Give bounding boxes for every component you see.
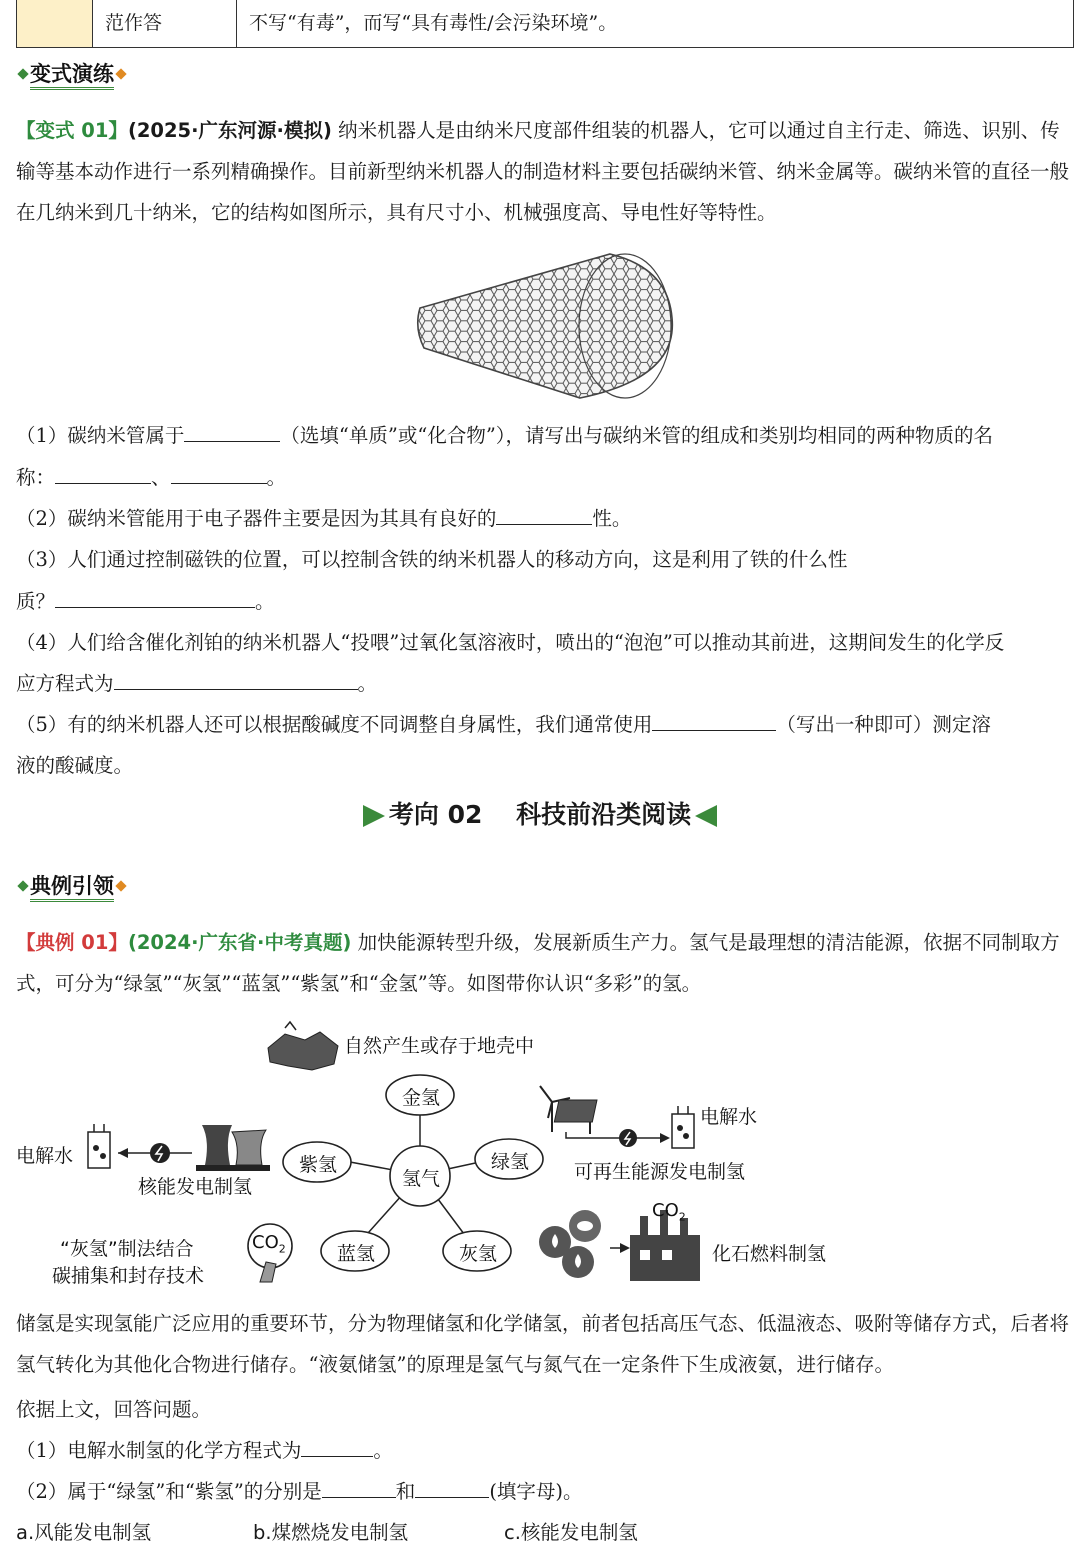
example-tag: 【典例 01】	[16, 931, 128, 954]
passage-text: 依据上文，回答问题。	[16, 1398, 212, 1421]
diamond-icon	[17, 880, 28, 891]
solar-panel-icon	[554, 1100, 597, 1134]
question-3-line-2	[16, 586, 275, 614]
question-1-line-2	[16, 462, 286, 490]
label-co2-left	[252, 1232, 286, 1256]
example-question-2	[16, 1476, 583, 1504]
example-source: (2024·广东省·中考真题)	[127, 931, 352, 954]
q-text: （3）人们通过控制磁铁的位置，可以控制含铁的纳米机器人的移动方向，这是利用了铁的什么性	[16, 548, 848, 571]
node-blue: 蓝氢	[337, 1243, 376, 1265]
answer-blank[interactable]	[171, 463, 267, 484]
answer-blank[interactable]	[301, 1436, 373, 1457]
answer-blank[interactable]	[652, 710, 776, 731]
example-question-1	[16, 1435, 393, 1463]
topic-banner	[0, 795, 1080, 831]
variant-text: 纳米机器人是由纳米尺度部件组装的机器人，它可以通过自主行走、筛选、识别、传输等基本动作进行一系列精确操作。目前新型纳米机器人的制造材料主要包括碳纳米管、纳米金属等。碳纳米管的直径一般在几纳米到几十纳米，它的结构如图所示，具有尺寸小、机械强度高、导电性好等特性。	[16, 119, 1070, 224]
q-text: 应方程式为	[16, 672, 114, 695]
q-text: （2）属于“绿氢”和“紫氢”的分别是	[16, 1480, 322, 1503]
q-text: 液的酸碱度。	[16, 754, 134, 777]
passage-instruction	[16, 1394, 211, 1422]
section-title: 变式演练	[30, 62, 114, 90]
q-text: 称：	[16, 466, 56, 489]
question-1-line-1	[16, 420, 993, 448]
co2-text: CO	[652, 1200, 679, 1221]
section-heading-example	[16, 870, 128, 900]
co2-sub: 2	[678, 1210, 686, 1224]
question-5-line-2	[16, 750, 133, 778]
question-5-line-1	[16, 709, 991, 737]
example-paragraph	[16, 922, 1072, 1004]
carbon-nanotube-figure	[410, 248, 680, 406]
label-gray-note-2: 碳捕集和封存技术	[52, 1265, 205, 1287]
label-co2-right	[652, 1200, 686, 1224]
label-electrolysis-left: 电解水	[16, 1145, 74, 1167]
answer-blank[interactable]	[114, 669, 358, 690]
label-natural: 自然产生或存于地壳中	[344, 1035, 535, 1057]
question-3-line-1	[16, 544, 847, 572]
node-green: 绿氢	[491, 1151, 530, 1173]
section-heading-variant	[16, 58, 128, 88]
electrolysis-device-right	[672, 1106, 694, 1148]
q-text: 。	[255, 590, 275, 613]
answer-table	[16, 0, 1074, 48]
option-a: a.风能发电制氢	[16, 1521, 152, 1544]
label-electrolysis-right: 电解水	[700, 1106, 758, 1128]
node-gray: 灰氢	[459, 1243, 498, 1265]
q-text: 、	[151, 466, 171, 489]
electrolysis-device-left	[88, 1124, 110, 1168]
diamond-icon	[115, 880, 126, 891]
diamond-icon	[115, 68, 126, 79]
diamond-icon	[17, 68, 28, 79]
answer-blank[interactable]	[415, 1477, 489, 1498]
variant-paragraph	[16, 110, 1072, 233]
answer-blank[interactable]	[322, 1477, 396, 1498]
answer-blank[interactable]	[496, 504, 592, 525]
arrow-right-icon	[363, 805, 385, 827]
question-4-line-1	[16, 627, 1004, 655]
banner-title: 考向 02 科技前沿类阅读	[388, 800, 692, 829]
storage-passage	[16, 1303, 1072, 1385]
variant-tag: 【变式 01】	[16, 119, 128, 142]
nuclear-plant-icon	[196, 1125, 270, 1171]
q-text: （1）碳纳米管属于	[16, 424, 185, 447]
label-renewable: 可再生能源发电制氢	[574, 1161, 746, 1183]
option-c: c.核能发电制氢	[504, 1521, 638, 1544]
co2-sub: 2	[278, 1242, 286, 1256]
node-gold: 金氢	[402, 1087, 441, 1109]
example-text: 加快能源转型升级，发展新质生产力。氢气是最理想的清洁能源，依据不同制取方式，可分为“绿氢”“灰氢”“蓝氢”“紫氢”和“金氢”等。如图带你认识“多彩”的氢。	[16, 931, 1060, 995]
label-nuclear: 核能发电制氢	[138, 1176, 253, 1198]
option-b: b.煤燃烧发电制氢	[253, 1521, 409, 1544]
q-text: 质？	[16, 590, 56, 613]
question-4-line-2	[16, 668, 377, 696]
fossil-fuel-icon	[539, 1210, 601, 1278]
label-fossil: 化石燃料制氢	[712, 1243, 827, 1265]
node-center: 氢气	[402, 1168, 441, 1190]
rocks-icon	[268, 1022, 338, 1070]
answer-blank[interactable]	[184, 421, 280, 442]
q-text: （1）电解水制氢的化学方程式为	[16, 1439, 302, 1462]
q-text: 和	[395, 1480, 416, 1503]
question-2	[16, 503, 631, 531]
q-text: （选填“单质”或“化合物”），请写出与碳纳米管的组成和类别均相同的两种物质的名	[280, 424, 994, 447]
table-color-cell	[17, 0, 93, 47]
passage-text: 储氢是实现氢能广泛应用的重要环节，分为物理储氢和化学储氢，前者包括高压气态、低温液态、吸附等储存方式，后者将氢气转化为其他化合物进行储存。“液氨储氢”的原理是氢气与氮气在一定条件下生成液氨，进行储存。	[16, 1312, 1070, 1376]
q-text: （5）有的纳米机器人还可以根据酸碱度不同调整自身属性，我们通常使用	[16, 713, 653, 736]
table-label-cell: 范作答	[93, 0, 237, 47]
q-text: 。	[266, 466, 287, 489]
q-text: 。	[373, 1439, 393, 1462]
node-purple: 紫氢	[299, 1154, 338, 1176]
co2-text: CO	[252, 1232, 279, 1253]
section-title: 典例引领	[30, 874, 114, 902]
answer-blank[interactable]	[55, 463, 151, 484]
answer-blank[interactable]	[55, 587, 255, 608]
q-text: （4）人们给含催化剂铂的纳米机器人“投喂”过氧化氢溶液时，喷出的“泡泡”可以推动其前进，这期间发生的化学反	[16, 631, 1005, 654]
table-content-cell: 不写“有毒”，而写“具有毒性/会污染环境”。	[249, 12, 618, 34]
label-gray-note-1: “灰氢”制法结合	[60, 1238, 194, 1260]
q-text: 。	[357, 672, 378, 695]
q-text: （写出一种即可）测定溶	[776, 713, 991, 736]
q-text: （2）碳纳米管能用于电子器件主要是因为其具有良好的	[16, 507, 497, 530]
q-text: 性。	[592, 507, 632, 530]
variant-source: (2025·广东河源·模拟)	[127, 119, 332, 142]
q-text: (填字母)。	[489, 1480, 583, 1503]
arrow-left-icon	[695, 805, 717, 827]
